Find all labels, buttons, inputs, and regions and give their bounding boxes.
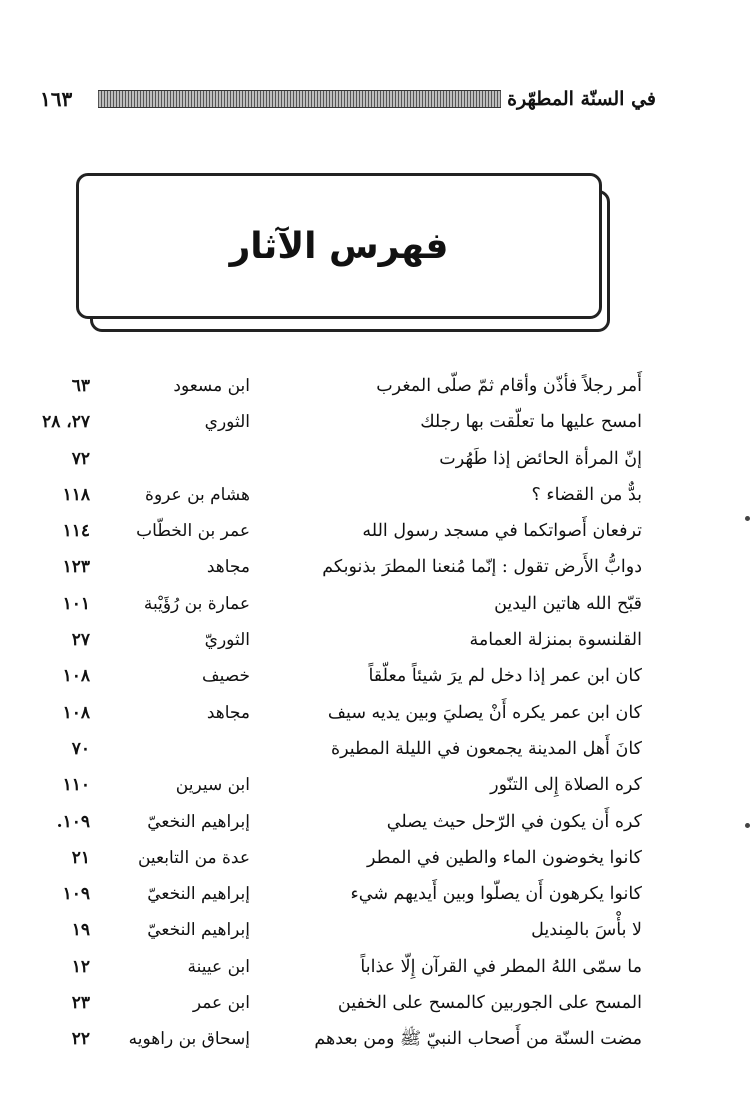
entry-saying: إنّ المرأة الحائض إذا طَهُرت: [439, 448, 642, 469]
entry-narrator: خصيف: [202, 666, 250, 687]
entry-narrator: إبراهيم النخعيّ: [147, 884, 250, 905]
entry-saying: ترفعان أَصواتكما في مسجد رسول الله: [362, 521, 642, 542]
entry-narrator: ابن مسعود: [173, 376, 250, 396]
entry-pages: ١٠٩: [62, 884, 90, 905]
index-entry: [0, 695, 750, 731]
running-title: في السنّة المطهّرة: [507, 88, 656, 110]
entry-narrator: ابن عمر: [192, 993, 250, 1014]
entry-narrator: مجاهد: [206, 557, 250, 578]
running-header: [40, 84, 656, 114]
index-entry: [0, 985, 750, 1021]
entry-pages: ١١٤: [62, 521, 90, 542]
entry-saying: بدٌّ من القضاء ؟: [531, 484, 642, 505]
index-entry: [0, 477, 750, 513]
entry-narrator: الثوريّ: [204, 630, 250, 651]
entry-narrator: الثوري: [204, 412, 250, 433]
entry-saying: كانَ أَهل المدينة يجمعون في الليلة المطيرة: [330, 738, 642, 759]
title-box: [76, 173, 602, 319]
entry-pages: ١٠١: [62, 593, 90, 614]
index-list: [0, 368, 750, 1058]
entry-saying: لا بأْسَ بالمِنديل: [531, 920, 642, 941]
entry-pages: ١١٨: [62, 484, 90, 505]
page-title: فهرس الآثار: [229, 225, 449, 267]
entry-pages: ٦٣: [71, 376, 90, 396]
index-entry: [0, 949, 750, 985]
entry-saying: أَمر رجلاً فأذّن وأقام ثمّ صلّى المغرب: [376, 376, 642, 396]
entry-saying: القلنسوة بمنزلة العمامة: [469, 630, 642, 651]
entry-pages: ٢٢: [71, 1029, 90, 1050]
index-entry: [0, 368, 750, 404]
entry-saying: كره الصلاة إِلى التنّور: [490, 775, 642, 796]
page-number: ١٦٣: [40, 87, 73, 111]
index-entry: [0, 876, 750, 912]
entry-pages: ٢١: [71, 847, 90, 868]
entry-pages: ١٢: [71, 956, 90, 977]
entry-saying: امسح عليها ما تعلّقت بها رجلك: [420, 412, 642, 433]
entry-pages: ١٢٣: [62, 557, 90, 578]
entry-pages: ٧٠: [71, 738, 90, 759]
entry-pages: ٢٧: [71, 630, 90, 651]
entry-saying: كانوا يخوضون الماء والطين في المطر: [367, 847, 642, 868]
entry-saying: قبّح الله هاتين اليدين: [494, 593, 642, 614]
entry-narrator: إبراهيم النخعيّ: [147, 920, 250, 941]
index-entry: [0, 804, 750, 840]
index-entry: [0, 513, 750, 549]
entry-narrator: إسحاق بن راهويه: [128, 1029, 250, 1050]
entry-saying: مضت السنّة من أَصحاب النبيّ ﷺ ومن بعدهم: [314, 1029, 642, 1050]
entry-narrator: هشام بن عروة: [145, 484, 250, 505]
entry-saying: ما سمّى اللهُ المطر في القرآن إِلّا عذاباً: [360, 956, 642, 977]
index-entry: [0, 658, 750, 694]
entry-narrator: عمر بن الخطّاب: [136, 521, 250, 542]
entry-pages: ٧٢: [71, 448, 90, 469]
entry-narrator: مجاهد: [206, 702, 250, 723]
margin-mark: [745, 823, 750, 828]
index-entry: [0, 1021, 750, 1057]
entry-pages: ١١٠: [62, 775, 90, 796]
entry-saying: كانوا يكرهون أَن يصلّوا وبين أَيديهم شيء: [350, 884, 642, 905]
entry-narrator: ابن سيرين: [175, 775, 250, 796]
index-entry: [0, 840, 750, 876]
entry-pages: ٢٧، ٢٨: [42, 412, 90, 433]
entry-narrator: ابن عيينة: [187, 956, 250, 977]
entry-pages: ١٩: [71, 920, 90, 941]
margin-mark: [745, 516, 750, 521]
entry-narrator: عدة من التابعين: [137, 847, 250, 868]
entry-pages: ١٠٨: [62, 666, 90, 687]
index-entry: [0, 731, 750, 767]
index-entry: [0, 549, 750, 585]
index-entry: [0, 586, 750, 622]
header-rule: [98, 90, 501, 108]
index-entry: [0, 767, 750, 803]
entry-narrator: إبراهيم النخعيّ: [147, 811, 250, 832]
entry-pages: ١٠٩.: [56, 811, 90, 832]
entry-saying: المسح على الجوربين كالمسح على الخفين: [337, 993, 642, 1014]
index-entry: [0, 441, 750, 477]
entry-narrator: عمارة بن رُؤَيْبة: [143, 593, 250, 614]
entry-pages: ١٠٨: [62, 702, 90, 723]
entry-saying: كان ابن عمر إذا دخل لم يرَ شيئاً معلّقاً: [368, 666, 642, 687]
index-entry: [0, 622, 750, 658]
entry-pages: ٢٣: [71, 993, 90, 1014]
entry-saying: دوابُّ الأَرض تقول : إنّما مُنعنا المطرَ بذنوبكم: [322, 557, 642, 578]
entry-saying: كان ابن عمر يكره أَنْ يصليَ وبين يديه سيف: [327, 702, 642, 723]
index-entry: [0, 404, 750, 440]
entry-saying: كره أَن يكون في الرّحل حيث يصلي: [386, 811, 642, 832]
index-entry: [0, 912, 750, 948]
